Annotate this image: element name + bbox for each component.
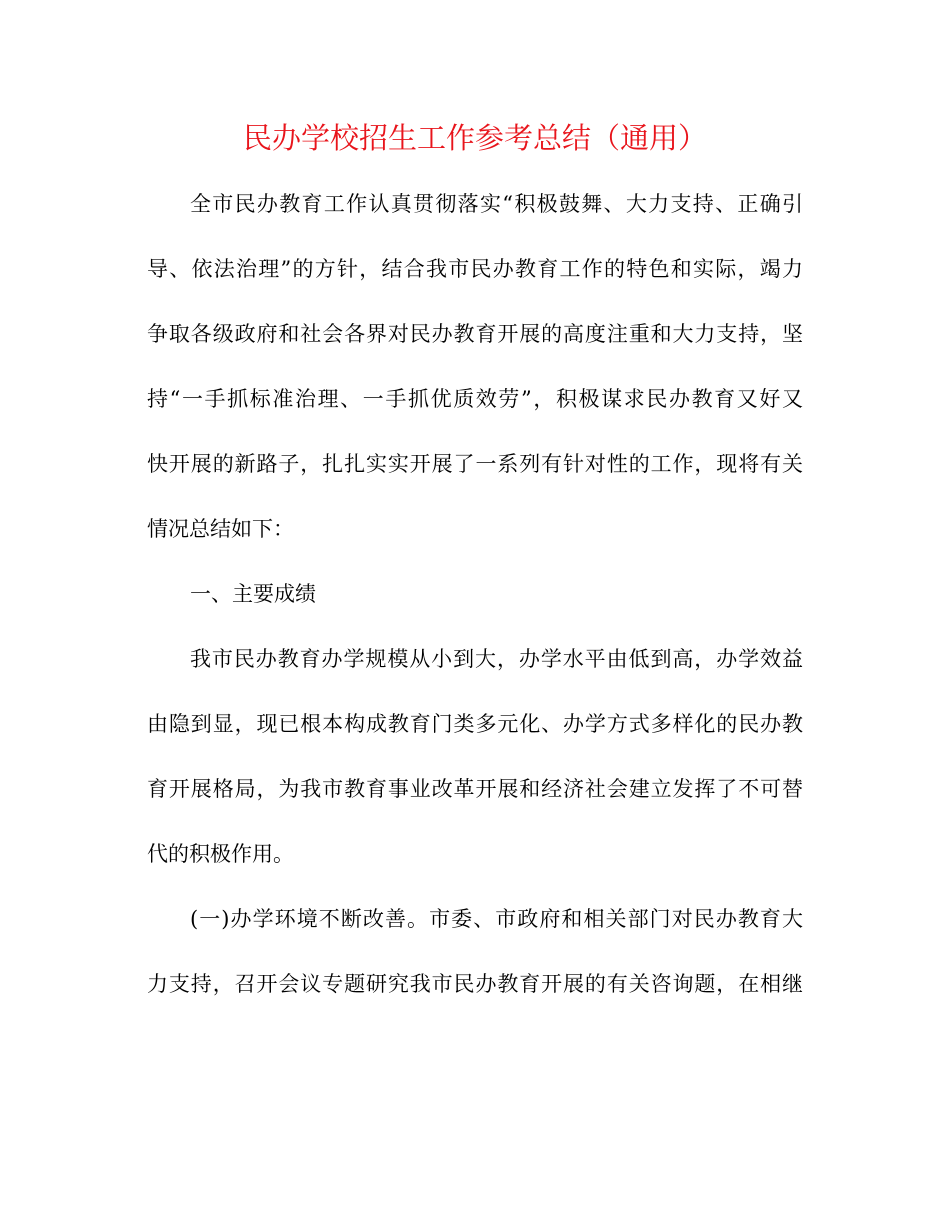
document-body bbox=[147, 172, 803, 1017]
paragraph-line: 导、依法治理”的方针，结合我市民办教育工作的特色和实际，竭力 bbox=[147, 257, 803, 281]
paragraph-line: 由隐到显，现已根本构成教育门类多元化、办学方式多样化的民办教 bbox=[147, 712, 803, 736]
paragraph-line: 全市民办教育工作认真贯彻落实“积极鼓舞、大力支持、正确引 bbox=[190, 192, 803, 216]
paragraph-line: 育开展格局，为我市教育事业改革开展和经济社会建立发挥了不可替 bbox=[147, 777, 803, 801]
paragraph-line: 力支持，召开会议专题研究我市民办教育开展的有关咨询题，在相继 bbox=[147, 972, 803, 996]
paragraph-line: 代的积极作用。 bbox=[147, 842, 294, 866]
paragraph-line: 我市民办教育办学规模从小到大，办学水平由低到高，办学效益 bbox=[190, 647, 803, 671]
paragraph-line: 情况总结如下： bbox=[147, 517, 294, 541]
paragraph-line: 持“一手抓标准治理、一手抓优质效劳”，积极谋求民办教育又好又 bbox=[147, 387, 803, 411]
section-heading: 一、主要成绩 bbox=[190, 582, 316, 606]
paragraph-line: (一)办学环境不断改善。市委、市政府和相关部门对民办教育大 bbox=[190, 907, 803, 931]
document-title: 民办学校招生工作参考总结（通用） bbox=[242, 121, 707, 155]
paragraph-line: 争取各级政府和社会各界对民办教育开展的高度注重和大力支持，坚 bbox=[147, 322, 803, 346]
paragraph-line: 快开展的新路子，扎扎实实开展了一系列有针对性的工作，现将有关 bbox=[147, 452, 803, 476]
